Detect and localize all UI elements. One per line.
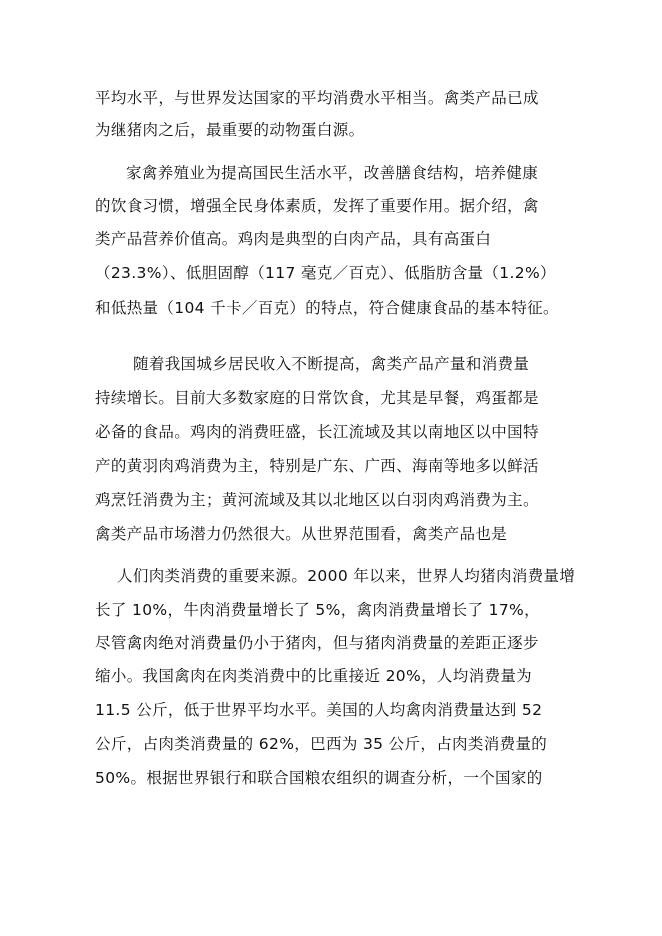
text-line: 尽管禽肉绝对消费量仍小于猪肉，但与猪肉消费量的差距正逐步: [95, 634, 539, 652]
text-line: 缩小。我国禽肉在肉类消费中的比重接近 20%，人均消费量为: [95, 667, 533, 685]
text-line: 和低热量（104 千卡／百克）的特点，符合健康食品的基本特征。: [95, 299, 559, 317]
text-line: 禽类产品市场潜力仍然很大。从世界范围看，禽类产品也是: [95, 525, 508, 543]
text-line: 类产品营养价值高。鸡肉是典型的白肉产品，具有高蛋白: [95, 230, 492, 248]
text-line: 公斤，占肉类消费量的 62%，巴西为 35 公斤，占肉类消费量的: [95, 735, 548, 753]
text-line: 11.5 公斤，低于世界平均水平。美国的人均禽肉消费量达到 52: [95, 701, 543, 719]
paragraph-start-line: 家禽养殖业为提高国民生活水平，改善膳食结构，培养健康: [126, 164, 539, 182]
text-line: 产的黄羽肉鸡消费为主，特别是广东、广西、海南等地多以鲜活: [95, 457, 539, 475]
text-line: 持续增长。目前大多数家庭的日常饮食，尤其是早餐，鸡蛋都是: [95, 389, 539, 407]
text-line: 鸡烹饪消费为主；黄河流域及其以北地区以白羽肉鸡消费为主。: [95, 491, 539, 509]
paragraph-start-line: 人们肉类消费的重要来源。2000 年以来，世界人均猪肉消费量增: [117, 567, 576, 585]
text-line: 平均水平，与世界发达国家的平均消费水平相当。禽类产品已成: [95, 89, 539, 107]
text-line: 50%。根据世界银行和联合国粮农组织的调查分析，一个国家的: [95, 769, 543, 787]
text-line: 长了 10%，牛肉消费量增长了 5%，禽肉消费量增长了 17%，: [95, 601, 540, 619]
text-line: 的饮食习惯，增强全民身体素质，发挥了重要作用。据介绍，禽: [95, 197, 539, 215]
paragraph-start-line: 随着我国城乡居民收入不断提高，禽类产品产量和消费量: [133, 355, 530, 373]
text-line: （23.3%）、低胆固醇（117 毫克／百克）、低脂肪含量（1.2%）: [95, 264, 556, 282]
text-line: 必备的食品。鸡肉的消费旺盛，长江流域及其以南地区以中国特: [95, 423, 539, 441]
text-line: 为继猪肉之后，最重要的动物蛋白源。: [95, 121, 365, 139]
